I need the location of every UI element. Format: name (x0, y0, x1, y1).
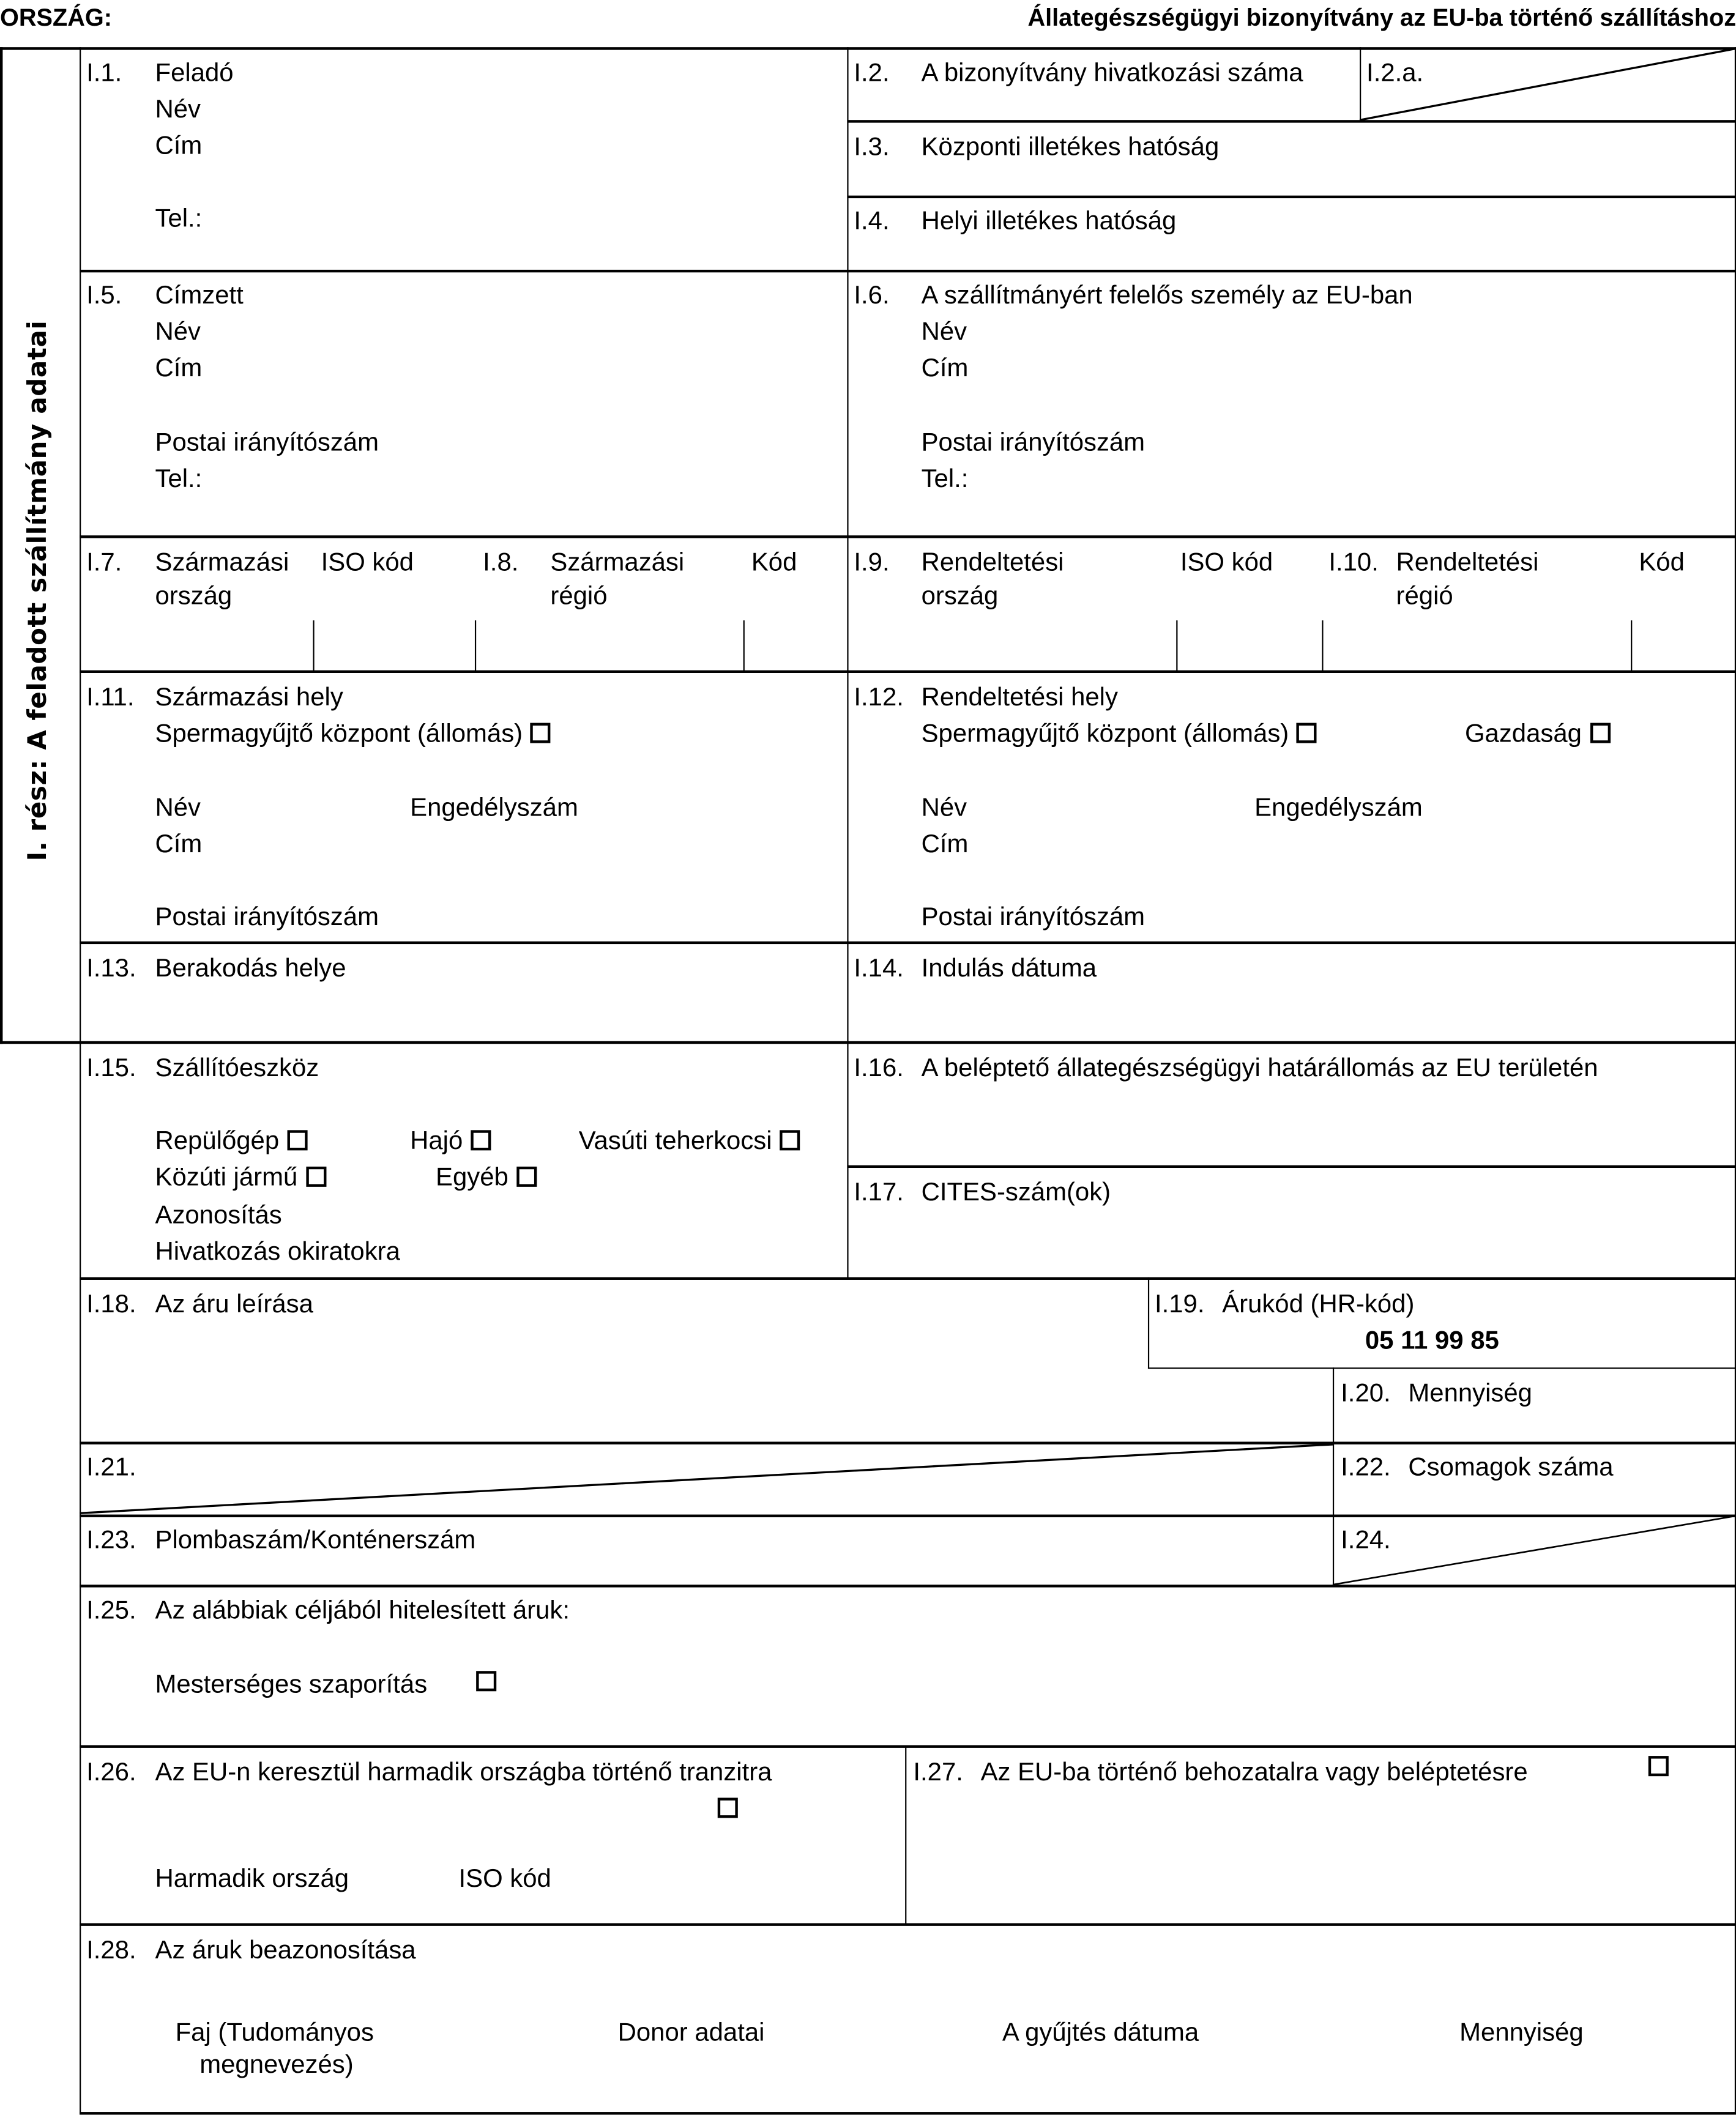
field-title: A bizonyítvány hivatkozási száma (921, 59, 1303, 88)
field-title: Rendeltetési (921, 549, 1064, 578)
checkbox-transit[interactable] (718, 1797, 738, 1818)
document-title: Állategészségügyi bizonyítvány az EU-ba történő szállításhoz (1027, 4, 1736, 31)
option-other (436, 1164, 537, 1193)
checkbox-railway-wagon[interactable] (780, 1130, 800, 1150)
option-label: Gazdaság (1464, 720, 1582, 749)
field-title: Csomagok száma (1408, 1454, 1614, 1482)
divider (905, 1745, 906, 1924)
field-title: CITES-szám(ok) (921, 1178, 1111, 1207)
field-number: I.10. (1328, 549, 1379, 578)
field-title: Az EU-n keresztül harmadik országba történő tranzitra (155, 1758, 772, 1787)
field-number: I.17. (854, 1178, 904, 1207)
field-number: I.1. (86, 59, 122, 88)
field-title: Az áru leírása (155, 1290, 313, 1319)
divider (1148, 1277, 1149, 1369)
column-species-line2: megnevezés) (199, 2051, 354, 2080)
option-label: Vasúti teherkocsi (578, 1127, 772, 1156)
field-number: I.22. (1341, 1454, 1391, 1482)
divider (80, 1745, 1736, 1747)
postal-label: Postai irányítószám (155, 428, 379, 458)
documents-label: Hivatkozás okiratokra (155, 1238, 400, 1266)
field-title: Mennyiség (1408, 1380, 1532, 1408)
country-label: ORSZÁG: (0, 4, 112, 31)
name-label: Név (921, 794, 967, 823)
field-number: I.19. (1154, 1290, 1205, 1319)
divider (80, 1277, 1736, 1280)
field-number: I.23. (86, 1526, 136, 1555)
third-country-label: Harmadik ország (155, 1865, 349, 1894)
field-title: Az áruk beazonosítása (155, 1936, 416, 1965)
divider (80, 1041, 1736, 1044)
address-label: Cím (921, 354, 969, 384)
field-number: I.2.a. (1366, 59, 1424, 88)
field-title-line2: régió (1396, 582, 1453, 611)
part-one-sidebar (0, 47, 80, 1043)
divider (80, 47, 81, 2114)
field-number: I.27. (913, 1758, 963, 1787)
checkbox-semen-centre[interactable] (1297, 723, 1317, 743)
i21-strikethrough (80, 1443, 1333, 1516)
option-label: Egyéb (436, 1164, 509, 1192)
field-title: Plombaszám/Konténerszám (155, 1526, 476, 1555)
address-label: Cím (155, 354, 203, 384)
field-number: I.26. (86, 1758, 136, 1787)
divider (0, 47, 2, 1044)
field-number: I.24. (1341, 1526, 1391, 1555)
divider (475, 620, 476, 672)
divider (1322, 620, 1323, 672)
field-number: I.5. (86, 281, 122, 311)
field-number: I.2. (854, 59, 890, 88)
field-number: I.14. (854, 954, 904, 984)
field-number: I.11. (86, 683, 135, 712)
field-title: Az alábbiak céljából hitelesített áruk: (155, 1597, 570, 1626)
field-title: Rendeltetési hely (921, 683, 1118, 712)
divider (80, 942, 1736, 944)
code-label: Kód (751, 549, 797, 578)
option-semen-centre (155, 720, 551, 749)
checkbox-other[interactable] (516, 1167, 537, 1187)
field-title: Származási (155, 549, 289, 578)
column-quantity: Mennyiség (1459, 2018, 1584, 2048)
checkbox-holding[interactable] (1590, 723, 1610, 743)
field-title: Az EU-ba történő behozatalra vagy beléptetésre (980, 1758, 1528, 1787)
field-number: I.15. (86, 1054, 136, 1084)
divider (80, 2112, 1736, 2114)
divider (1631, 620, 1632, 672)
name-label: Név (921, 318, 967, 347)
field-number: I.18. (86, 1290, 136, 1319)
postal-label: Postai irányítószám (155, 903, 379, 932)
option-artificial-reproduction (155, 1671, 496, 1700)
address-label: Cím (155, 132, 203, 161)
field-title: Berakodás helye (155, 954, 346, 984)
field-title: Központi illetékes hatóság (921, 133, 1220, 162)
field-title: A szállítmányért felelős személy az EU-ban (921, 281, 1413, 311)
option-label: Mesterséges szaporítás (155, 1671, 428, 1700)
option-label: Repülőgép (155, 1127, 280, 1156)
checkbox-airplane[interactable] (287, 1130, 307, 1150)
divider (847, 47, 848, 1279)
code-label: Kód (1639, 549, 1685, 578)
field-title: Rendeltetési (1396, 549, 1539, 578)
name-label: Név (155, 318, 201, 347)
identification-label: Azonosítás (155, 1202, 282, 1230)
divider (80, 1923, 1736, 1925)
iso-code-label: ISO kód (321, 549, 414, 578)
option-airplane (155, 1128, 308, 1157)
checkbox-artificial-reproduction[interactable] (475, 1671, 496, 1691)
hs-code-value: 05 11 99 85 (1365, 1327, 1499, 1356)
divider (847, 196, 1736, 198)
field-number: I.4. (854, 207, 890, 236)
field-title: Címzett (155, 281, 244, 311)
field-number: I.28. (86, 1936, 136, 1965)
phone-label: Tel.: (155, 465, 203, 494)
field-number: I.21. (86, 1454, 136, 1482)
option-road-vehicle (155, 1164, 326, 1193)
license-label: Engedélyszám (1254, 794, 1423, 823)
column-species: Faj (Tudományos (175, 2018, 374, 2048)
field-number: I.6. (854, 281, 890, 311)
checkbox-road-vehicle[interactable] (306, 1167, 326, 1187)
divider (80, 671, 1736, 673)
field-number: I.20. (1341, 1380, 1391, 1408)
field-title: Szállítóeszköz (155, 1054, 319, 1084)
option-label: Hajó (410, 1127, 463, 1156)
field-number: I.25. (86, 1597, 136, 1626)
phone-label: Tel.: (921, 465, 969, 494)
checkbox-ship[interactable] (471, 1130, 491, 1150)
divider (847, 1165, 1736, 1168)
option-railway-wagon (579, 1128, 800, 1157)
option-holding (1465, 720, 1610, 749)
field-number: I.7. (86, 549, 122, 578)
field-number: I.13. (86, 954, 136, 984)
divider (80, 270, 1736, 272)
postal-label: Postai irányítószám (921, 903, 1146, 932)
field-title: Származási hely (155, 683, 343, 712)
field-number: I.9. (854, 549, 890, 578)
field-title: Helyi illetékes hatóság (921, 207, 1177, 236)
field-number: I.12. (854, 683, 904, 712)
checkbox-import[interactable] (1648, 1756, 1669, 1776)
option-label: Spermagyűjtő központ (állomás) (155, 720, 523, 749)
license-label: Engedélyszám (410, 794, 578, 823)
field-title-line2: régió (550, 582, 608, 611)
field-title: Származási (550, 549, 685, 578)
iso-code-label: ISO kód (1180, 549, 1273, 578)
field-number: I.8. (483, 549, 519, 578)
field-number: I.3. (854, 133, 890, 162)
name-label: Név (155, 95, 201, 124)
field-title-line2: ország (155, 582, 233, 611)
option-ship (410, 1128, 491, 1157)
field-title: Árukód (HR-kód) (1222, 1290, 1415, 1319)
option-semen-centre (922, 720, 1317, 749)
field-number: I.16. (854, 1054, 904, 1084)
divider (1176, 620, 1177, 672)
address-label: Cím (155, 830, 203, 860)
option-label: Közúti jármű (155, 1164, 298, 1192)
divider (313, 620, 314, 672)
phone-label: Tel.: (155, 205, 203, 234)
option-label: Spermagyűjtő központ (állomás) (921, 720, 1289, 749)
column-donor: Donor adatai (617, 2018, 765, 2048)
divider (743, 620, 745, 672)
checkbox-semen-centre[interactable] (531, 723, 551, 743)
field-title-line2: ország (921, 582, 999, 611)
divider (80, 535, 1736, 538)
divider (1148, 1367, 1736, 1369)
address-label: Cím (921, 830, 969, 860)
i24-strikethrough (1333, 1516, 1736, 1586)
name-label: Név (155, 794, 201, 823)
divider (0, 1041, 81, 1044)
field-title: A beléptető állategészségügyi határállomás az EU területén (921, 1054, 1598, 1084)
field-title: Indulás dátuma (921, 954, 1097, 984)
iso-code-label: ISO kód (458, 1865, 551, 1894)
postal-label: Postai irányítószám (921, 428, 1146, 458)
column-collection-date: A gyűjtés dátuma (1002, 2018, 1199, 2048)
field-title: Feladó (155, 59, 234, 88)
sidebar-label: I. rész: A feladott szállítmány adatai (23, 320, 53, 861)
